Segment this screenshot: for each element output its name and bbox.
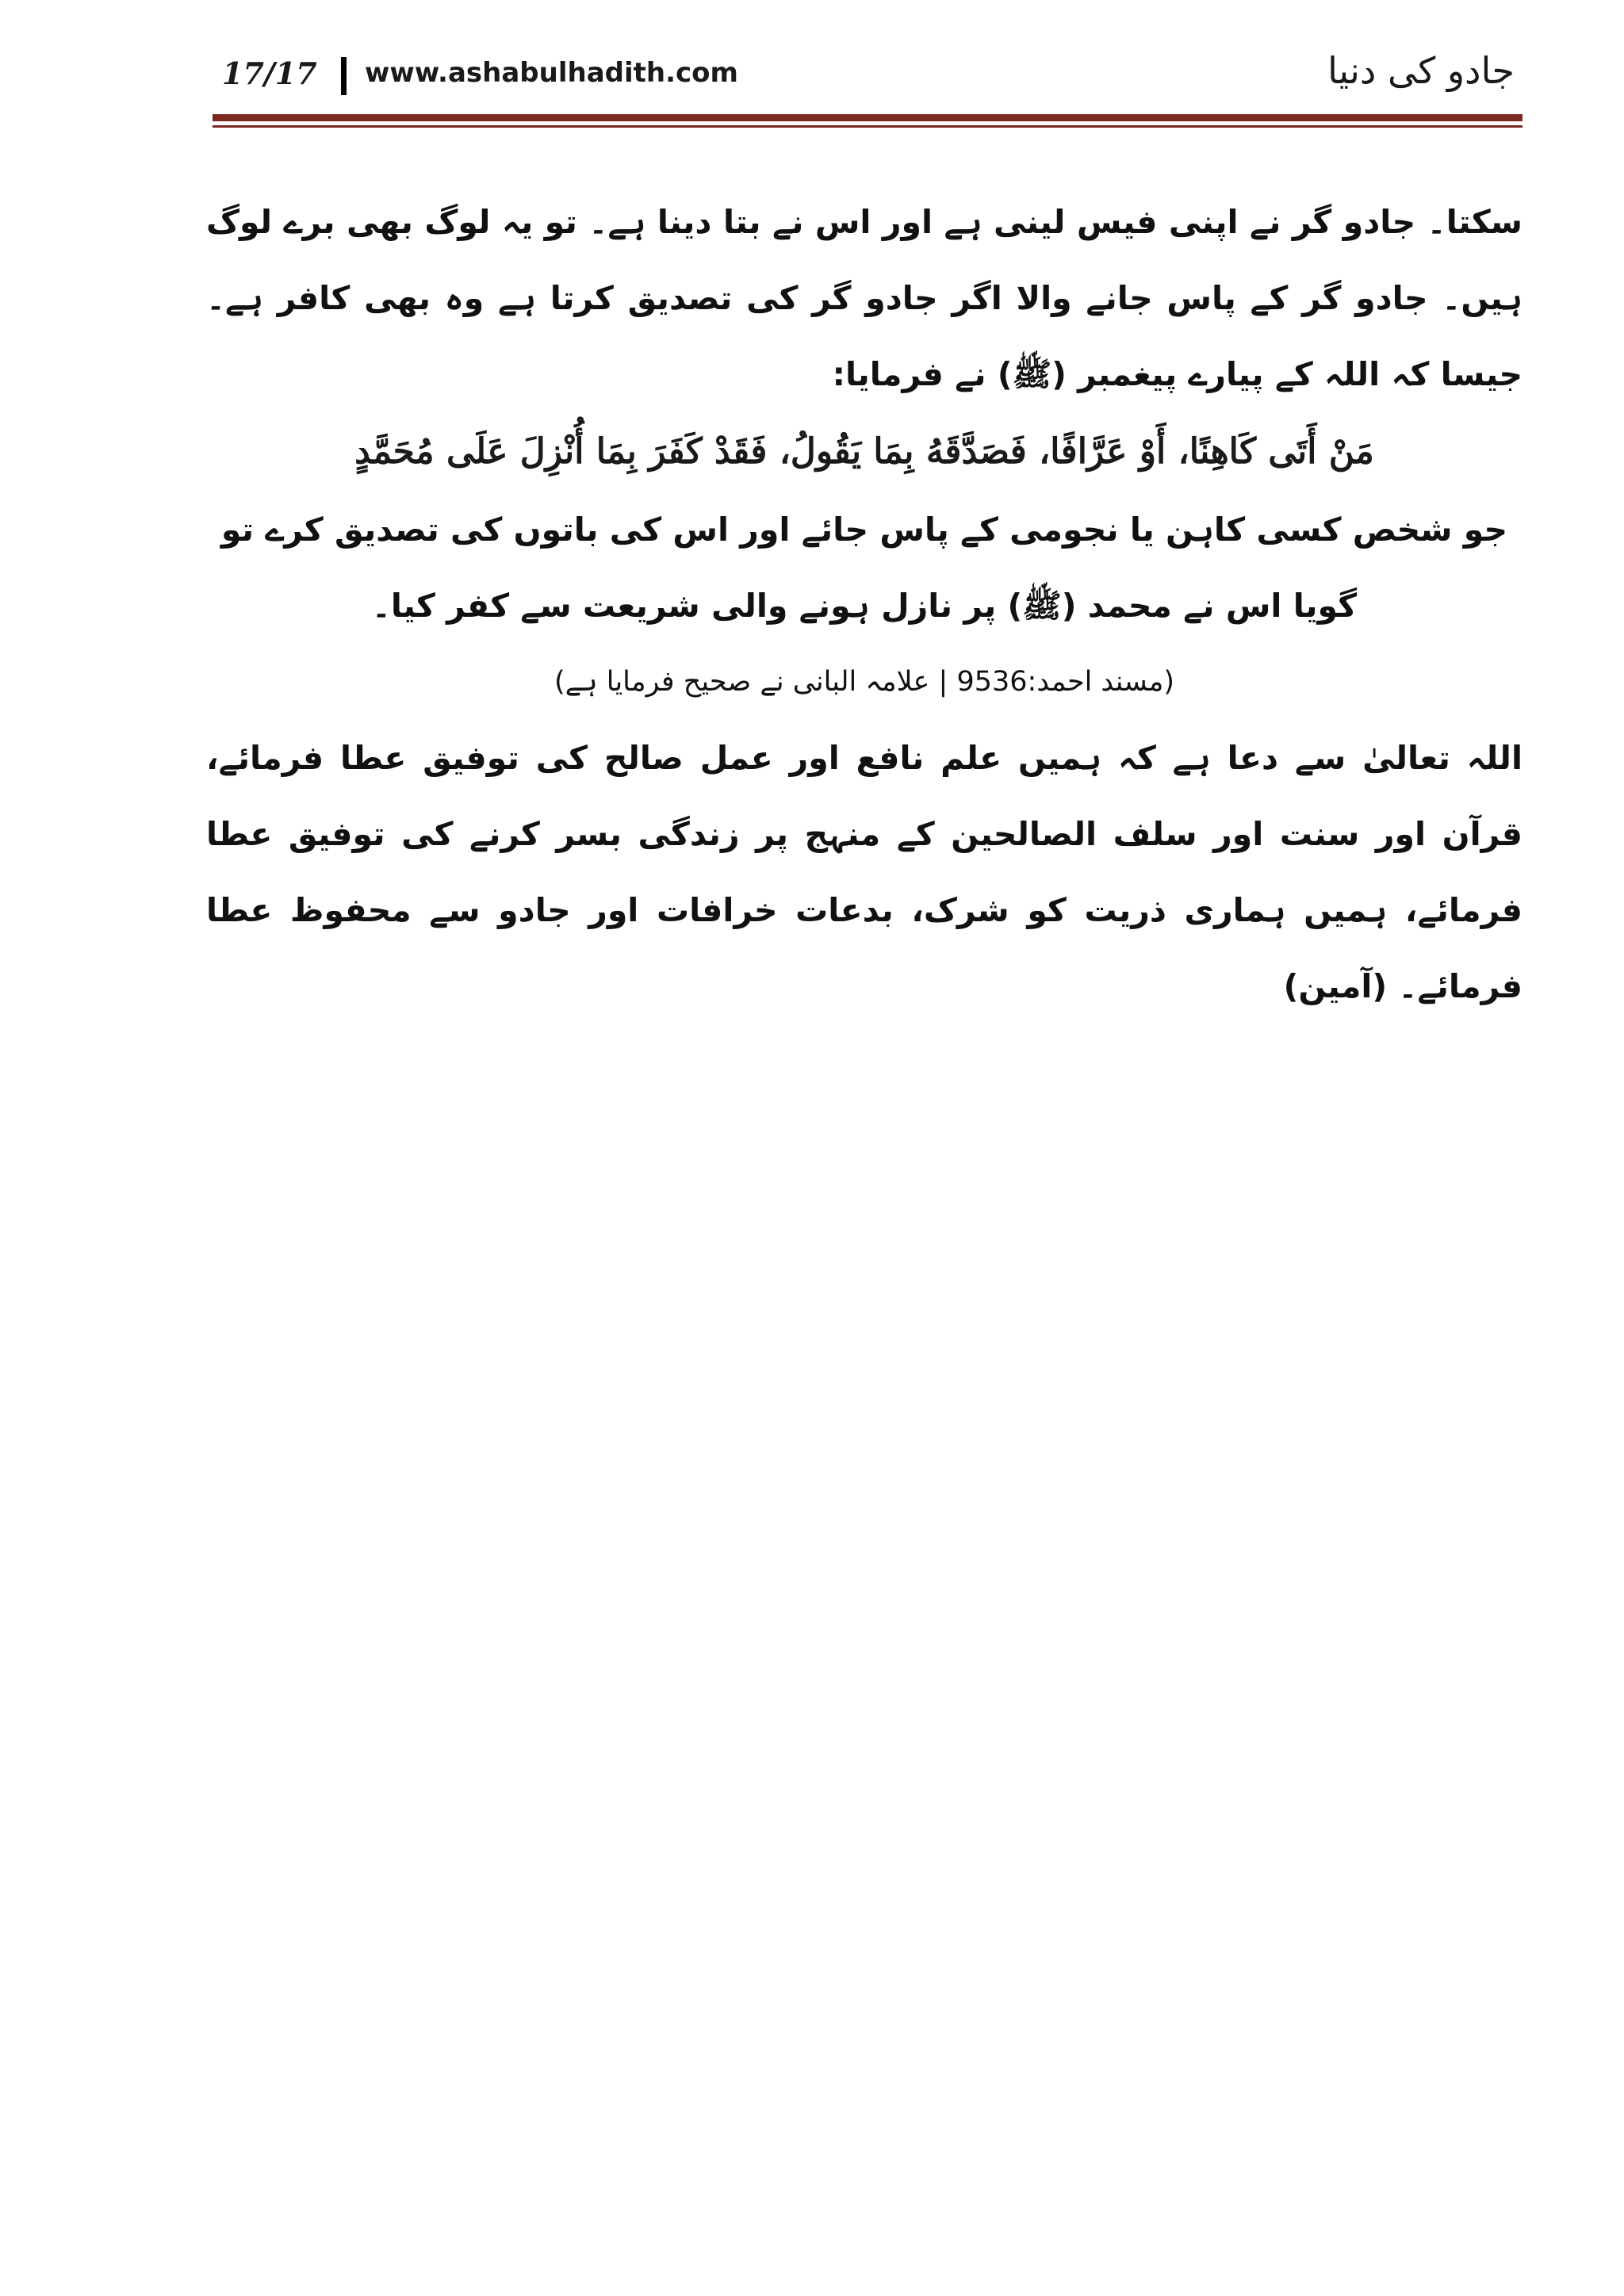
header-divider: [341, 57, 347, 95]
intro-paragraph: سکتا۔ جادو گر نے اپنی فیس لینی ہے اور اس نے بتا دینا ہے۔ تو یہ لوگ بھی برے لوگ ہیں۔ جادو گر کے پاس جانے والا اگر جادو گر کی تصدیق کرتا ہے وہ بھی کافر ہے۔ جیسا کہ اللہ کے پیارے پیغمبر (ﷺ) نے فرمایا:: [206, 203, 1522, 393]
page-header: [214, 49, 1521, 113]
page-number: 17/17: [222, 55, 317, 91]
arabic-hadith: مَنْ أَتَى كَاهِنًا، أَوْ عَرَّافًا، فَصَدَّقَهُ بِمَا يَقُولُ، فَقَدْ كَفَرَ بِمَا أُنْزِلَ عَلَى مُحَمَّدٍ: [354, 431, 1374, 472]
page-body: [206, 184, 1522, 1024]
citation-number: 9536: [956, 666, 1028, 698]
book-title: جادو کی دنیا: [1327, 49, 1515, 92]
website-url[interactable]: www.ashabulhadith.com: [365, 57, 738, 89]
dua-paragraph: اللہ تعالیٰ سے دعا ہے کہ ہمیں علم نافع اور عمل صالح کی توفیق عطا فرمائے، قرآن اور سنت اور سلف الصالحین کے منہج پر زندگی بسر کرنے کی توفیق عطا فرمائے، ہمیں ہماری ذریت کو شرک، بدعات خرافات اور جادو سے محفوظ عطا فرمائے۔ (آمین): [206, 739, 1522, 1005]
header-rule-thin: [213, 125, 1522, 128]
citation-source: (مسند احمد:: [1027, 666, 1174, 698]
hadith-citation: [206, 644, 1522, 720]
header-rule-thick: [213, 114, 1522, 121]
citation-grading: | علامہ البانی نے صحیح فرمایا ہے): [553, 666, 948, 698]
hadith-translation: جو شخص کسی کاہن یا نجومی کے پاس جائے اور اس کی باتوں کی تصدیق کرے تو گویا اس نے محمد (ﷺ) پر نازل ہونے والی شریعت سے کفر کیا۔: [220, 511, 1508, 625]
